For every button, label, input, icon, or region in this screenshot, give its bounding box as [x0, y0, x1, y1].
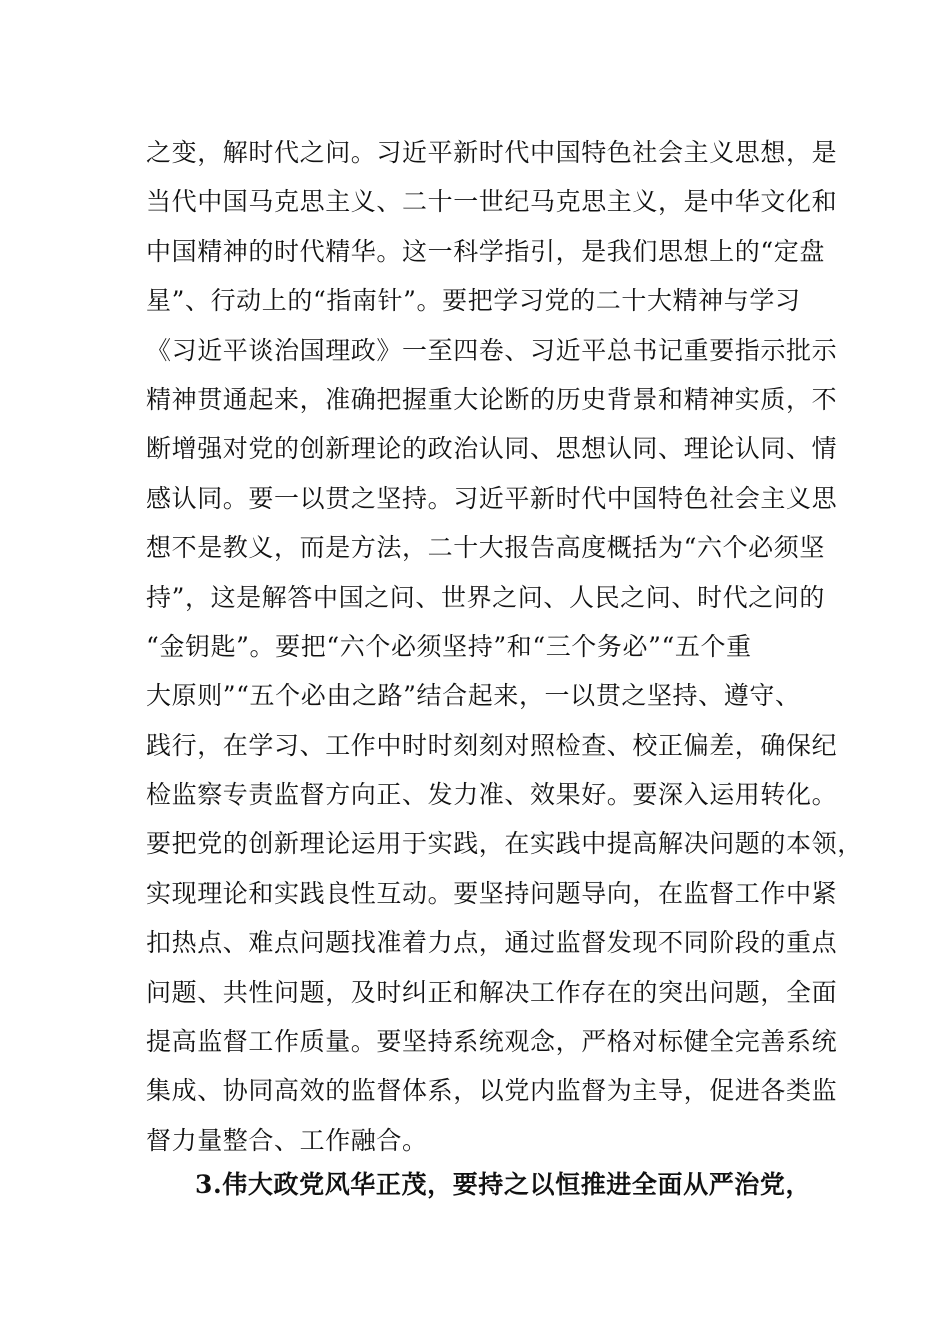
paragraph-line: 问题、共性问题，及时纠正和解决工作存在的突出问题，全面: [146, 977, 838, 1007]
paragraph-line: 要把党的创新理论运用于实践，在实践中提高解决问题的本领，: [146, 829, 863, 859]
paragraph-line: 践行，在学习、工作中时时刻刻对照检查、校正偏差，确保纪: [146, 730, 838, 760]
paragraph-line: 感认同。要一以贯之坚持。习近平新时代中国特色社会主义思: [146, 483, 838, 513]
paragraph-line: 之变，解时代之问。习近平新时代中国特色社会主义思想，是: [146, 138, 838, 167]
body-paragraph: [146, 128, 863, 1165]
paragraph-line: 集成、协同高效的监督体系，以党内监督为主导，促进各类监: [146, 1076, 838, 1106]
paragraph-line: 实现理论和实践良性互动。要坚持问题导向，在监督工作中紧: [146, 878, 838, 908]
paragraph-line: 《习近平谈治国理政》一至四卷、习近平总书记重要指示批示: [146, 335, 838, 365]
paragraph-line: 检监察专责监督方向正、发力准、效果好。要深入运用转化。: [146, 780, 838, 810]
paragraph-line: 星”、行动上的“指南针”。要把学习党的二十大精神与学习: [146, 286, 801, 316]
paragraph-line: 督力量整合、工作融合。: [146, 1125, 428, 1155]
paragraph-line: 持”，这是解答中国之问、世界之问、人民之问、时代之问的: [146, 582, 825, 612]
paragraph-line: 提高监督工作质量。要坚持系统观念，严格对标健全完善系统: [146, 1027, 838, 1057]
paragraph-line: 精神贯通起来，准确把握重大论断的历史背景和精神实质，不: [146, 384, 838, 414]
section-heading: 3.伟大政党风华正茂，要持之以恒推进全面从严治党，: [195, 1170, 812, 1199]
paragraph-line: 大原则”“五个必由之路”结合起来，一以贯之坚持、遵守、: [146, 681, 801, 711]
paragraph-line: 当代中国马克思主义、二十一世纪马克思主义，是中华文化和: [146, 187, 838, 217]
paragraph-line: 断增强对党的创新理论的政治认同、思想认同、理论认同、情: [146, 434, 838, 464]
paragraph-line: 想不是教义，而是方法，二十大报告高度概括为“六个必须坚: [146, 533, 825, 563]
paragraph-line: 扣热点、难点问题找准着力点，通过监督发现不同阶段的重点: [146, 928, 838, 958]
paragraph-line: “金钥匙”。要把“六个必须坚持”和“三个务必”“五个重: [146, 631, 752, 661]
paragraph-line: 中国精神的时代精华。这一科学指引，是我们思想上的“定盘: [146, 236, 825, 266]
